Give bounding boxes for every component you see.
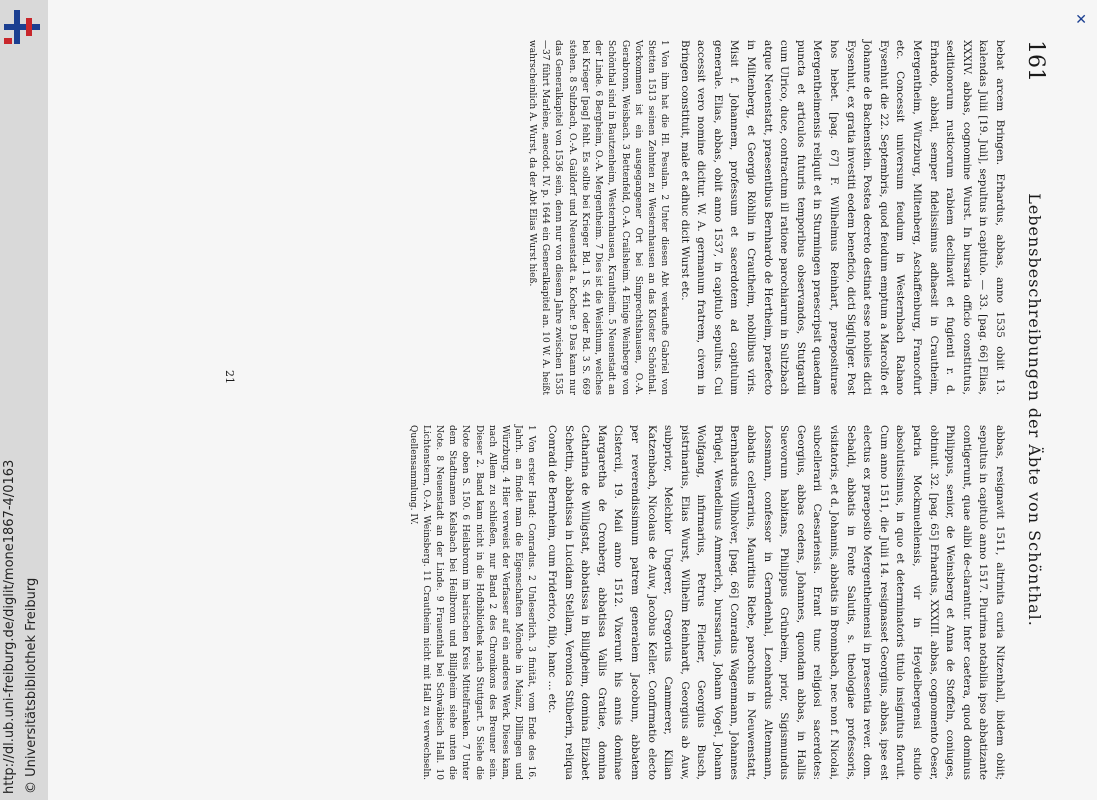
viewer-sidebar <box>0 0 48 800</box>
right-footnotes-text: 1 Von erster Hand: Conradus. 2 Unleserlich. 3 finität, vom Ende des 16. Jahrh. an findet man die Eigenschaften Mönche in Mainz, Dillingen und Würzburg. 4 Hier verweist der Verfasser auf ein anderes Werk. Dieses kam, nach Allem zu schließen, nur Band 2 des Chronikons des Breuner sein. Dieser 2. Band kam nicht in die Hofbibliothek nach Stuttgart. 5 Siehe die Note oben S. 150. 6 Heilsbronn im bairischen Kreis Mittelfranken. 7 Unter dem Stadtnamen Kelsbach bei Heilbronn und Billigheim siehe unten die Note. 8 Neuenstadt an der Linde. 9 Frauenthal bei Schwäbisch Hall. 10 Lichtenstern, O.-A. Weinsberg. 11 Crautheim nicht mit Hall zu verwechseln. Quellensammlung. IV. <box>407 425 537 780</box>
copyright-notice: © Universitätsbibliothek Freiburg <box>24 577 39 794</box>
rotated-page-content <box>188 40 1048 780</box>
close-icon[interactable]: ✕ <box>1075 12 1087 28</box>
source-url[interactable]: http://dl.ub.uni-freiburg.de/diglit/mone1867-4/0163 <box>2 459 17 794</box>
left-footnotes-text: 1 Von ihm hat die Hl. Pesulan. 2 Unter diesen Abt verkaufte Gabriel von Stetten 1513 seinen Zehnten zu Westernhausen an das Kloster Schönthal. Vorkommen ist ein ausgegangener Ort bei Simprechtshausen, O.-A. Gerabronn, Weisbach. 3 Bettenfeld, O.-A. Crailsheim. 4 Einige Weinberge von Schönthal sind in Bautzenheim, Westernhausen, Krautheim. 5 Neuenstadt an der Linde. 6 Bergheim, O.-A. Mergentheim. 7 Dies ist die Weisthum, welches bei Krieger [pag] fehlt. Es sollte bei Krieger Bd. 1 S. 441 oder Bd. 3 S. 669 stehen. 8 Sulzbach, O.-A. Gaildorf und Neuenstadt a. Kocher. 9 Das kann nur das Generalkapitel von 1536 sein, denn nur von diesem Jahre zwischen 1535—37 führt Marlène, anecdot. IV. p. 1644 ein Generalkapitel an. 10 W. A. heißt wahrscheinlich A. Wurst, da der Abt Elias Wurst hieß. <box>527 40 670 395</box>
page-header <box>1018 40 1048 780</box>
running-head: Lebensbeschreibungen der Äbte von Schönthal. <box>1025 193 1044 627</box>
right-column <box>405 425 1008 780</box>
page-number: 161 <box>1023 40 1048 82</box>
right-footnotes <box>405 425 537 780</box>
left-column <box>525 40 1008 395</box>
signature-mark: 21 <box>223 370 236 384</box>
left-footnotes <box>525 40 670 395</box>
sidebar-text <box>0 0 48 800</box>
right-column-body: abbas, resignavit 1511, altrinita curia Nitzenhall, ibidem obiit; sepultus in capitulo anno 1517. Plurima notabilia ipso abbatizante contigerunt, quae alibi de-clarantur. Inter caetera, quod dominus Philippus, senior, de Weinsberg et Anna de Stoffeln, coniuges, obtinuit. 32. [pag. 65] Erhardus, XXXIII. abbas, cognomento Oeser, patria Mockmuehlensis, vir in Heydelbergensi studio absolutissimus, in quo et determinatoris titulo insignitus floruit. Cum anno 1511, die Julii 14. resignasset Georgius, abbas, ipse est electus ex praeposito Mergentheimensi in praesentia rever. dom. Sebaldi, abbatis in Fonte Salutis, s. theologiae professoris, visitatoris, et d. Johannis, abbatis in Bronnbach, nec non f. Nicolai, subcellerarii Caesariensis. Erant tunc religiosi sacerdotes: Georgius, abbas cedens, Johannes, quondam abbas, in Hallis Suevorum habitans, Philippus Grünbeim, prior, Sigismundus Lossmann, confessor in Gerndenhal, Leonhardus Altenmann, abbatis cellerarius, Mauritius Riebe, parochus in Neuwenstatt, Bernhardus Villholver, [pag. 66] Conradus Wagenmann, Johannes Brügel, Wendelinus Ammerich, burssarius, Johann Vogel, Johann Wolfgang, infirmarius, Petrus Fleiner, Georgius Busch, pistrinarius, Elias Wurst, Wilhelm Reinhardt, Georgius ab Auw, subprior, Melchior Ungerer, Gregorius Cammerer, Kilian Katzenbach, Nicolaus de Auw, Jacobus Keller. Confirmatio electo per reverendissimum patrem generalem Jacobum, abbatem Cistercii, 19. Maii anno 1512. Vixerunt his annis dominae Margaretha de Cronberg, abbatissa Vallis Gratiae, domina Catharina de Willigstat, abbatissa in Billigheim, domina Elizabet Schettin, abbatissa in Lucidam Stellam, Veronica Stüberin, reliqua Conradi de Bernheim, cum Friderico, filio, hanc ... etc. <box>545 425 1006 780</box>
left-column-body: bebat arcem Bringen. Erhardus, abbas, anno 1535 obiit 13. kalendas Julii [19. Juli], sepultus in capitulo. — 33. [pag. 66] Elias, XXXIV. abbas, cognomine Wurst. In bursaria officio constitutus, seditionorum rusticorum rabiem declinavit et fugienti r. d. Erhardo, abbati, semper fidelissimus adhaesit in Crautheim, Mergentheim, Würzburg, Miltenberg, Aschaffenburg, Francofurt etc. Concessit universum feudum in Westernbach Rabano Eysenhut die 22. Septembris, quod feudum emptum a Marcolfo et Johanne de Bachenstein. Postea decreto destinat esse nobiles dicti Eysenhut, ex gratia investiti eodem beneficio, dicti Sigi[n]ger. Post hos hebet. [pag. 67] F. Wilhelmus Reinhart, praepositurae Mergentheimensis reliquit et in Sturmingen praescripsit quaedam puncta et articulos futuris temporibus observandos, Stutgardii cum Ulrico, duce, contractum ill ratione parochiarum in Sultzbach atque Neuenstatt, praesentibus Bernhardo de Hertheim, praefecto in Miltenberg, et Georgio Röhlin in Crautheim, nobilibus viris. Misit f. Johannem, professum et sacerdotem ad capitulum generale. Elias, abbas, obiit anno 1537, in capitulo sepultus. Cui accessit vero nomine dicitur. W. A. germanum fratrem, civem in Bringen constituit, male et adhuc dicit Wurst etc. <box>678 40 1006 395</box>
scanned-page <box>48 0 1097 800</box>
